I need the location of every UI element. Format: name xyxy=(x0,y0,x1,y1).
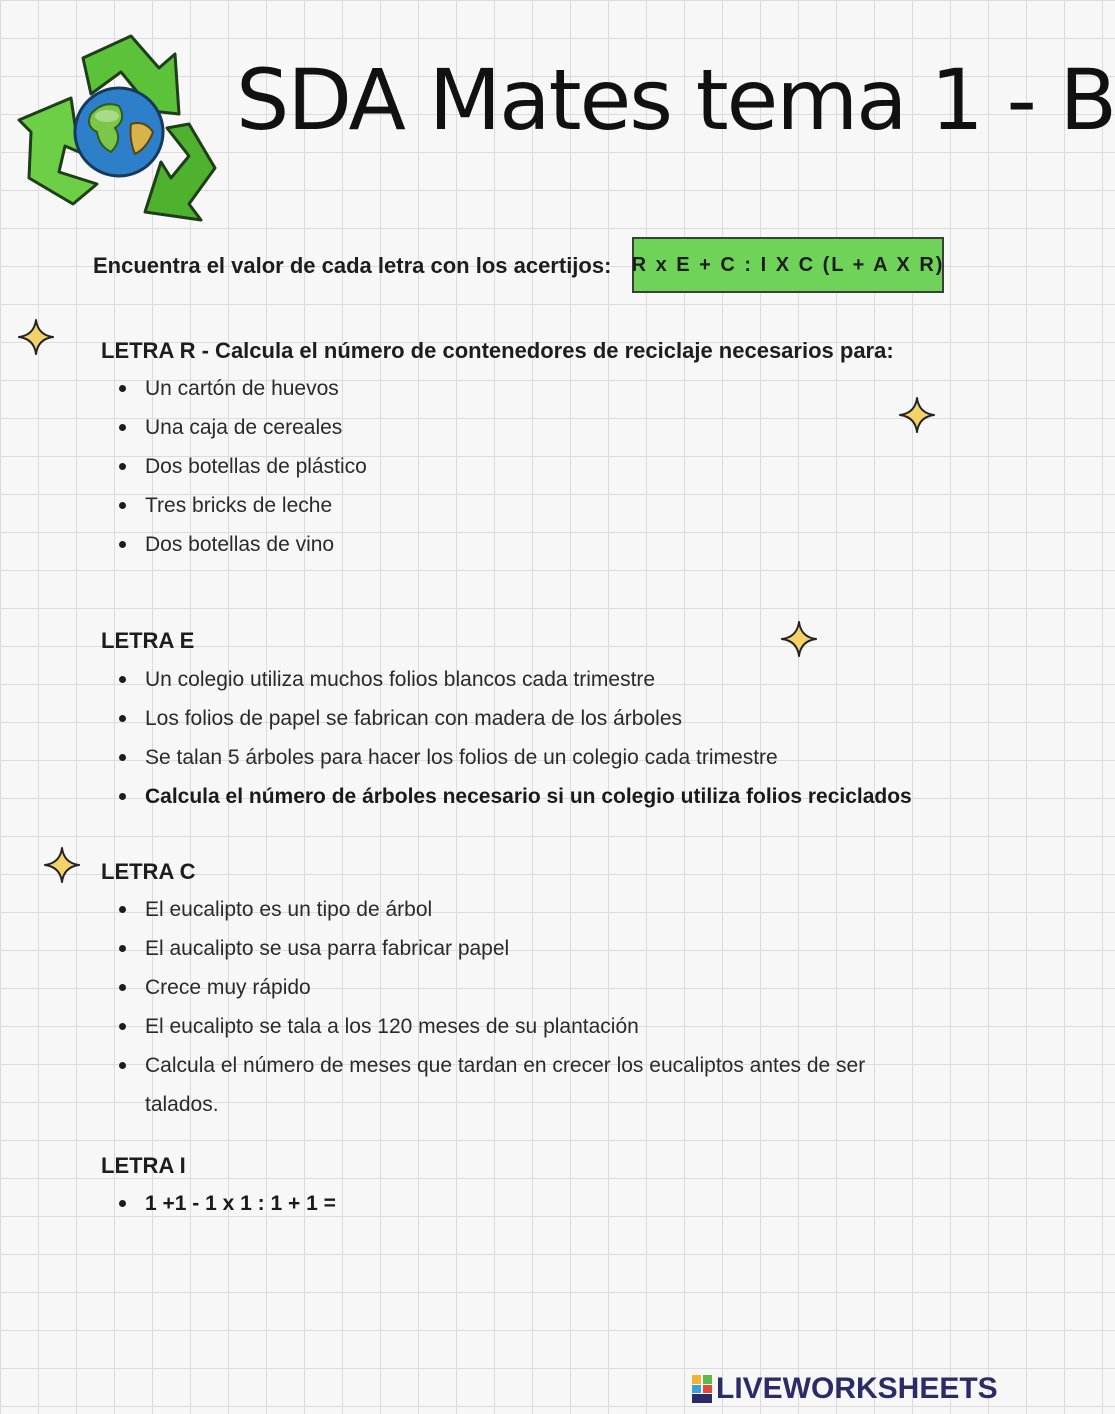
list-letra-r xyxy=(101,369,931,564)
sparkle-star-icon xyxy=(43,846,81,884)
brand-name: LIVEWORKSHEETS xyxy=(716,1372,998,1405)
list-letra-c xyxy=(101,890,891,1124)
list-item: Crece muy rápido xyxy=(101,968,891,1007)
list-letra-e xyxy=(101,660,931,816)
list-item: El aucalipto se usa parra fabricar papel xyxy=(101,929,891,968)
intro-instruction: Encuentra el valor de cada letra con los acertijos: xyxy=(93,253,612,278)
recycling-earth-icon xyxy=(18,28,220,224)
liveworksheets-brand xyxy=(692,1372,998,1406)
list-item: Una caja de cereales xyxy=(101,408,931,447)
list-item: El eucalipto es un tipo de árbol xyxy=(101,890,891,929)
section-heading-letra-i: LETRA I xyxy=(101,1153,186,1178)
list-item: Dos botellas de vino xyxy=(101,525,931,564)
list-item: Dos botellas de plástico xyxy=(101,447,931,486)
list-item: El eucalipto se tala a los 120 meses de su plantación xyxy=(101,1007,891,1046)
list-item: Un colegio utiliza muchos folios blancos cada trimestre xyxy=(101,660,931,699)
list-item: Los folios de papel se fabrican con madera de los árboles xyxy=(101,699,931,738)
list-letra-i xyxy=(101,1184,931,1223)
list-item: Calcula el número de árboles necesario si un colegio utiliza folios reciclados xyxy=(101,777,931,816)
sparkle-star-icon xyxy=(17,318,55,356)
list-item: Tres bricks de leche xyxy=(101,486,931,525)
list-item: 1 +1 - 1 x 1 : 1 + 1 = xyxy=(101,1184,931,1223)
liveworksheets-logo-icon xyxy=(692,1375,712,1403)
list-item: Un cartón de huevos xyxy=(101,369,931,408)
sparkle-star-icon xyxy=(780,620,818,658)
list-item: Se talan 5 árboles para hacer los folios de un colegio cada trimestre xyxy=(101,738,931,777)
page-title: SDA Mates tema 1 - B xyxy=(236,51,1115,149)
formula-box: R x E + C : I X C (L + A X R) xyxy=(632,237,944,293)
section-heading-letra-r: LETRA R - Calcula el número de contenedores de reciclaje necesarios para: xyxy=(101,338,894,363)
section-heading-letra-e: LETRA E xyxy=(101,628,195,653)
list-item: Calcula el número de meses que tardan en crecer los eucaliptos antes de ser talados. xyxy=(101,1046,891,1124)
section-heading-letra-c: LETRA C xyxy=(101,859,196,884)
